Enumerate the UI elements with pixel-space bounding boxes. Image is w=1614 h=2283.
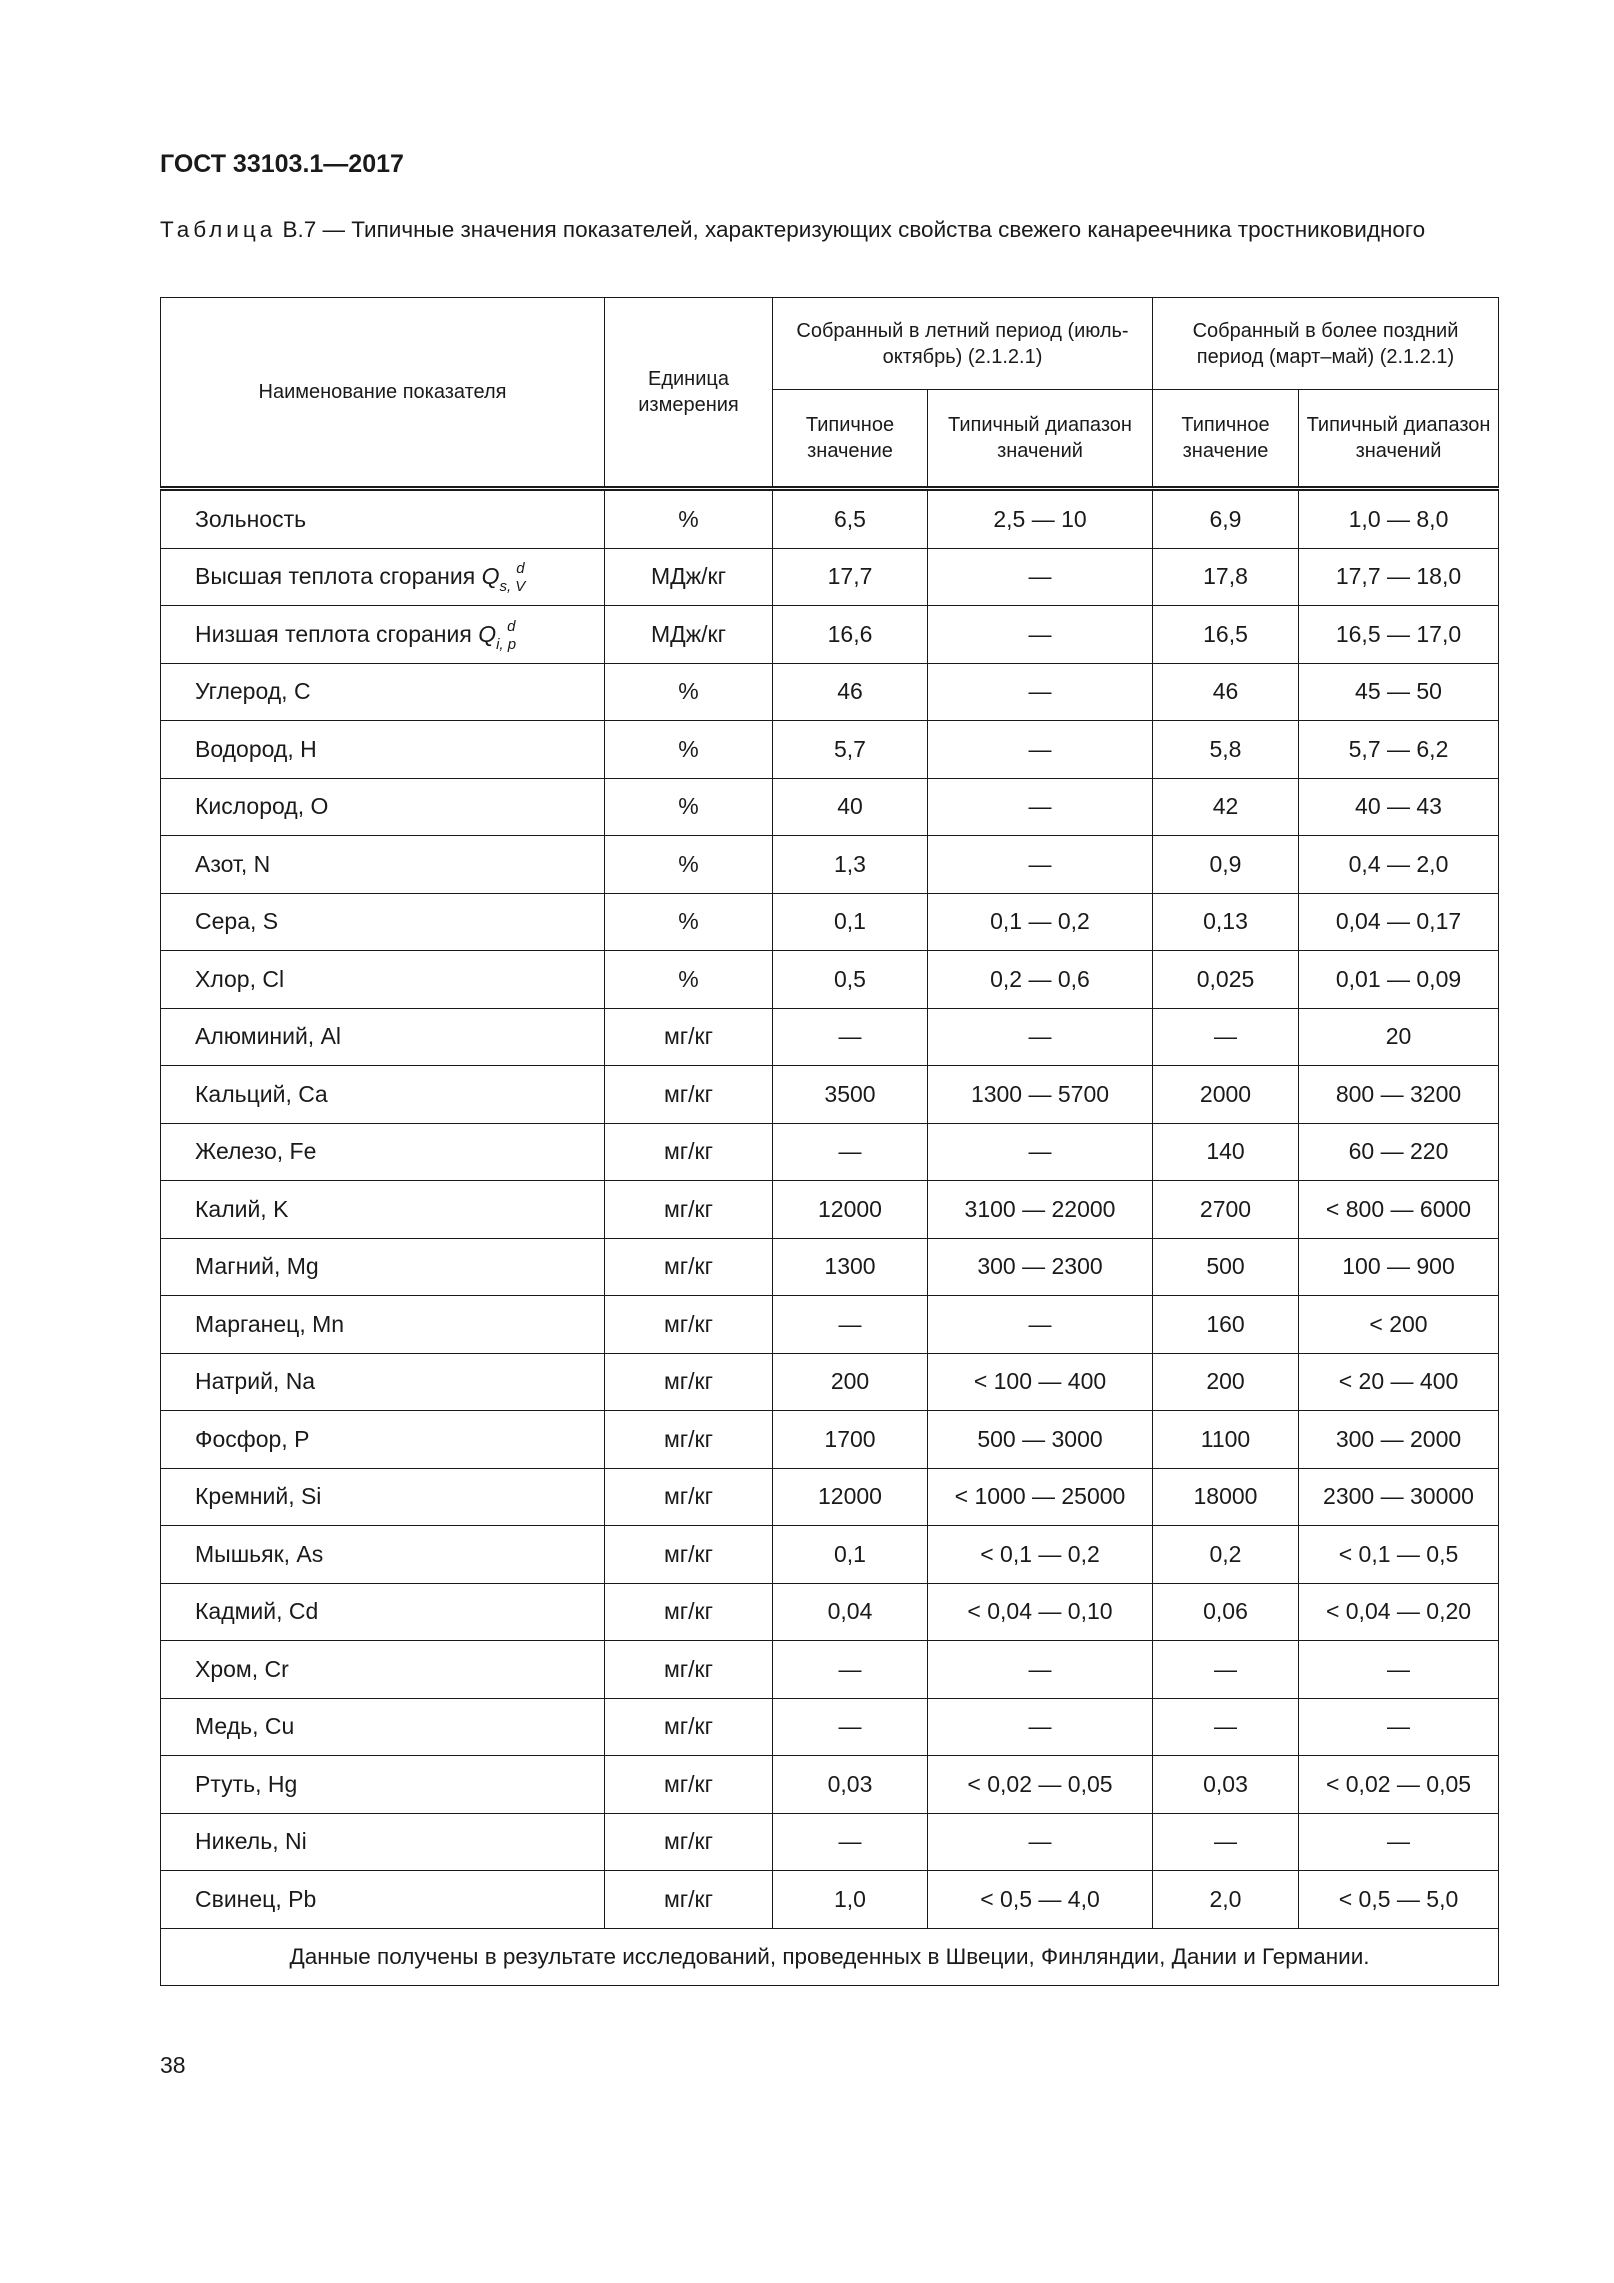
row-unit: МДж/кг (605, 606, 773, 664)
indicator-name-text: Никель, Ni (195, 1828, 307, 1855)
row-unit: мг/кг (605, 1583, 773, 1641)
indicator-name-text: Мышьяк, As (195, 1540, 324, 1567)
row-summer-typical-value: 12000 (773, 1181, 928, 1239)
row-late-typical-range: < 0,04 — 0,20 (1299, 1583, 1499, 1641)
row-late-typical-value: 2000 (1153, 1066, 1299, 1124)
row-late-typical-range: 0,04 — 0,17 (1299, 893, 1499, 951)
row-late-typical-value: 0,2 (1153, 1526, 1299, 1584)
row-summer-typical-value: — (773, 1813, 928, 1871)
row-summer-typical-range: — (928, 1296, 1153, 1354)
row-summer-typical-range: — (928, 1813, 1153, 1871)
indicator-name-text: Кислород, O (195, 793, 329, 820)
row-summer-typical-range: — (928, 1641, 1153, 1699)
indicator-name-text: Низшая теплота сгорания (195, 620, 472, 647)
row-late-typical-value: 1100 (1153, 1411, 1299, 1469)
indicator-name-text: Ртуть, Hg (195, 1770, 298, 1797)
row-summer-typical-value: — (773, 1008, 928, 1066)
header-summer-typical-value: Типичное значение (773, 390, 928, 489)
row-summer-typical-range: 500 — 3000 (928, 1411, 1153, 1469)
row-unit: мг/кг (605, 1066, 773, 1124)
row-indicator-name (161, 1353, 605, 1411)
row-summer-typical-value: 3500 (773, 1066, 928, 1124)
row-late-typical-range: < 200 (1299, 1296, 1499, 1354)
row-unit: мг/кг (605, 1353, 773, 1411)
row-late-typical-value: 17,8 (1153, 548, 1299, 606)
row-summer-typical-value: — (773, 1641, 928, 1699)
row-unit: мг/кг (605, 1756, 773, 1814)
table-row (161, 1123, 1499, 1181)
row-summer-typical-value: — (773, 1296, 928, 1354)
table-row (161, 1641, 1499, 1699)
indicator-name-text: Фосфор, P (195, 1425, 310, 1452)
indicator-name-text: Натрий, Na (195, 1368, 316, 1395)
row-late-typical-range: 100 — 900 (1299, 1238, 1499, 1296)
row-indicator-name (161, 893, 605, 951)
header-summer-period: Собранный в летний период (июль-октябрь) (2.1.2.1) (773, 298, 1153, 390)
row-summer-typical-value: — (773, 1698, 928, 1756)
row-unit: мг/кг (605, 1526, 773, 1584)
row-late-typical-value: — (1153, 1641, 1299, 1699)
row-late-typical-range: 45 — 50 (1299, 663, 1499, 721)
row-indicator-name (161, 663, 605, 721)
table-caption-number: В.7 (282, 217, 317, 242)
row-late-typical-value: 500 (1153, 1238, 1299, 1296)
row-unit: % (605, 893, 773, 951)
indicators-table (160, 297, 1499, 1986)
row-indicator-name (161, 1008, 605, 1066)
row-summer-typical-range: 1300 — 5700 (928, 1066, 1153, 1124)
row-late-typical-value: 0,06 (1153, 1583, 1299, 1641)
row-late-typical-value: 140 (1153, 1123, 1299, 1181)
row-indicator-name (161, 778, 605, 836)
row-indicator-name (161, 1526, 605, 1584)
row-summer-typical-range: — (928, 1698, 1153, 1756)
row-unit: мг/кг (605, 1238, 773, 1296)
row-unit: % (605, 489, 773, 549)
row-late-typical-range: 0,4 — 2,0 (1299, 836, 1499, 894)
table-caption-label: Таблица (160, 217, 277, 242)
row-unit: мг/кг (605, 1698, 773, 1756)
row-indicator-name (161, 1066, 605, 1124)
row-unit: МДж/кг (605, 548, 773, 606)
row-unit: мг/кг (605, 1008, 773, 1066)
table-row (161, 663, 1499, 721)
row-late-typical-range: — (1299, 1813, 1499, 1871)
row-summer-typical-range: — (928, 548, 1153, 606)
heat-symbol-superscript: d (507, 617, 516, 635)
row-summer-typical-range: 3100 — 22000 (928, 1181, 1153, 1239)
row-summer-typical-value: 0,04 (773, 1583, 928, 1641)
table-footnote: Данные получены в результате исследований, проведенных в Швеции, Финляндии, Дании и Германии. (161, 1928, 1499, 1985)
table-body (161, 489, 1499, 1929)
header-late-typical-value: Типичное значение (1153, 390, 1299, 489)
row-summer-typical-value: 1700 (773, 1411, 928, 1469)
row-late-typical-value: 42 (1153, 778, 1299, 836)
row-late-typical-range: — (1299, 1641, 1499, 1699)
row-indicator-name (161, 489, 605, 549)
row-late-typical-range: 40 — 43 (1299, 778, 1499, 836)
indicator-name-text: Кадмий, Cd (195, 1598, 319, 1625)
table-row (161, 1871, 1499, 1929)
row-indicator-name (161, 1296, 605, 1354)
row-unit: мг/кг (605, 1871, 773, 1929)
row-indicator-name (161, 951, 605, 1009)
row-summer-typical-range: 0,2 — 0,6 (928, 951, 1153, 1009)
row-summer-typical-value: 0,03 (773, 1756, 928, 1814)
row-unit: мг/кг (605, 1296, 773, 1354)
row-late-typical-range: 5,7 — 6,2 (1299, 721, 1499, 779)
row-late-typical-range: < 0,02 — 0,05 (1299, 1756, 1499, 1814)
table-caption (160, 213, 1500, 246)
indicator-name-text: Хлор, Cl (195, 965, 285, 992)
row-summer-typical-value: 46 (773, 663, 928, 721)
row-late-typical-value: 18000 (1153, 1468, 1299, 1526)
header-unit: Единица измерения (605, 298, 773, 489)
row-indicator-name (161, 1411, 605, 1469)
table-row (161, 1411, 1499, 1469)
row-indicator-name (161, 1468, 605, 1526)
row-late-typical-value: 0,025 (1153, 951, 1299, 1009)
table-row (161, 1583, 1499, 1641)
table-row (161, 836, 1499, 894)
row-summer-typical-range: — (928, 1123, 1153, 1181)
row-unit: % (605, 951, 773, 1009)
row-late-typical-value: 200 (1153, 1353, 1299, 1411)
heat-symbol-superscript: d (516, 560, 525, 578)
row-late-typical-value: 5,8 (1153, 721, 1299, 779)
row-late-typical-range: < 0,1 — 0,5 (1299, 1526, 1499, 1584)
indicator-name-text: Углерод, C (195, 678, 311, 705)
heat-symbol-subscript: s, V (499, 578, 526, 596)
row-summer-typical-value: 16,6 (773, 606, 928, 664)
indicator-name-text: Медь, Cu (195, 1713, 295, 1740)
row-late-typical-value: 2700 (1153, 1181, 1299, 1239)
row-summer-typical-value: 0,5 (773, 951, 928, 1009)
row-indicator-name (161, 1123, 605, 1181)
row-summer-typical-value: 40 (773, 778, 928, 836)
indicator-name-text: Марганец, Mn (195, 1310, 345, 1337)
row-summer-typical-range: < 100 — 400 (928, 1353, 1153, 1411)
table-row (161, 489, 1499, 549)
indicator-name-text: Железо, Fe (195, 1138, 317, 1165)
row-indicator-name (161, 1698, 605, 1756)
heat-symbol-subscript: i, p (496, 635, 517, 653)
row-indicator-name (161, 1756, 605, 1814)
row-summer-typical-value: 200 (773, 1353, 928, 1411)
table-row (161, 1698, 1499, 1756)
row-summer-typical-value: 1300 (773, 1238, 928, 1296)
row-late-typical-value: 6,9 (1153, 489, 1299, 549)
row-summer-typical-range: — (928, 606, 1153, 664)
row-summer-typical-range: < 0,02 — 0,05 (928, 1756, 1153, 1814)
row-summer-typical-range: — (928, 663, 1153, 721)
row-unit: мг/кг (605, 1641, 773, 1699)
row-indicator-name (161, 606, 605, 664)
row-summer-typical-range: — (928, 1008, 1153, 1066)
indicator-name-text: Высшая теплота сгорания (195, 563, 476, 590)
row-late-typical-range: 0,01 — 0,09 (1299, 951, 1499, 1009)
heat-symbol: Q (478, 620, 497, 647)
row-unit: мг/кг (605, 1181, 773, 1239)
table-row (161, 1468, 1499, 1526)
row-late-typical-range: — (1299, 1698, 1499, 1756)
row-late-typical-range: 300 — 2000 (1299, 1411, 1499, 1469)
row-summer-typical-value: 5,7 (773, 721, 928, 779)
row-late-typical-value: 0,9 (1153, 836, 1299, 894)
indicator-name-text: Магний, Mg (195, 1253, 319, 1280)
row-late-typical-value: — (1153, 1008, 1299, 1066)
row-unit: мг/кг (605, 1468, 773, 1526)
table-row (161, 548, 1499, 606)
row-indicator-name (161, 721, 605, 779)
row-late-typical-range: 2300 — 30000 (1299, 1468, 1499, 1526)
row-summer-typical-value: 0,1 (773, 1526, 928, 1584)
indicator-name-text: Водород, H (195, 735, 317, 762)
row-late-typical-range: 16,5 — 17,0 (1299, 606, 1499, 664)
indicator-name-text: Хром, Cr (195, 1655, 289, 1682)
table-row (161, 1238, 1499, 1296)
row-unit: % (605, 836, 773, 894)
row-summer-typical-value: 1,3 (773, 836, 928, 894)
row-late-typical-range: < 20 — 400 (1299, 1353, 1499, 1411)
row-summer-typical-value: — (773, 1123, 928, 1181)
row-late-typical-value: 0,03 (1153, 1756, 1299, 1814)
indicator-name-text: Кальций, Ca (195, 1080, 328, 1107)
header-summer-typical-range: Типичный диапазон значений (928, 390, 1153, 489)
table-row (161, 893, 1499, 951)
page-number: 38 (160, 2052, 186, 2078)
indicator-name-text: Алюминий, Al (195, 1023, 342, 1050)
row-late-typical-value: 16,5 (1153, 606, 1299, 664)
table-row (161, 1353, 1499, 1411)
row-summer-typical-range: < 1000 — 25000 (928, 1468, 1153, 1526)
row-indicator-name (161, 1813, 605, 1871)
row-indicator-name (161, 1641, 605, 1699)
row-summer-typical-value: 12000 (773, 1468, 928, 1526)
row-late-typical-range: < 0,5 — 5,0 (1299, 1871, 1499, 1929)
row-indicator-name (161, 1181, 605, 1239)
row-unit: мг/кг (605, 1813, 773, 1871)
row-summer-typical-value: 6,5 (773, 489, 928, 549)
row-late-typical-value: 2,0 (1153, 1871, 1299, 1929)
indicator-name-text: Калий, K (195, 1195, 289, 1222)
table-row (161, 1181, 1499, 1239)
row-late-typical-value: 160 (1153, 1296, 1299, 1354)
row-late-typical-range: 17,7 — 18,0 (1299, 548, 1499, 606)
heat-symbol: Q (481, 563, 500, 590)
row-late-typical-value: — (1153, 1698, 1299, 1756)
table-row (161, 606, 1499, 664)
row-summer-typical-range: < 0,1 — 0,2 (928, 1526, 1153, 1584)
indicator-name-text: Кремний, Si (195, 1483, 322, 1510)
row-indicator-name (161, 548, 605, 606)
row-late-typical-range: 60 — 220 (1299, 1123, 1499, 1181)
row-indicator-name (161, 1583, 605, 1641)
table-row (161, 1813, 1499, 1871)
row-unit: мг/кг (605, 1411, 773, 1469)
row-summer-typical-value: 17,7 (773, 548, 928, 606)
indicator-name-text: Азот, N (195, 850, 271, 877)
row-summer-typical-range: < 0,5 — 4,0 (928, 1871, 1153, 1929)
row-summer-typical-range: 2,5 — 10 (928, 489, 1153, 549)
row-unit: % (605, 721, 773, 779)
row-unit: % (605, 778, 773, 836)
row-summer-typical-range: < 0,04 — 0,10 (928, 1583, 1153, 1641)
table-row (161, 778, 1499, 836)
table-row (161, 1296, 1499, 1354)
header-late-typical-range: Типичный диапазон значений (1299, 390, 1499, 489)
table-row (161, 721, 1499, 779)
row-late-typical-range: 800 — 3200 (1299, 1066, 1499, 1124)
row-unit: % (605, 663, 773, 721)
header-late-period: Собранный в более поздний период (март–май) (2.1.2.1) (1153, 298, 1499, 390)
row-late-typical-range: 1,0 — 8,0 (1299, 489, 1499, 549)
header-name: Наименование показателя (161, 298, 605, 489)
row-indicator-name (161, 836, 605, 894)
indicator-name-text: Сера, S (195, 908, 279, 935)
row-summer-typical-value: 1,0 (773, 1871, 928, 1929)
row-late-typical-value: 0,13 (1153, 893, 1299, 951)
row-late-typical-value: 46 (1153, 663, 1299, 721)
table-row (161, 951, 1499, 1009)
row-summer-typical-value: 0,1 (773, 893, 928, 951)
table-row (161, 1756, 1499, 1814)
table-caption-text: — Типичные значения показателей, характеризующих свойства свежего канареечника тростниковидного (322, 217, 1426, 242)
row-summer-typical-range: — (928, 721, 1153, 779)
indicator-name-text: Зольность (195, 505, 307, 532)
row-indicator-name (161, 1871, 605, 1929)
row-late-typical-value: — (1153, 1813, 1299, 1871)
table-row (161, 1526, 1499, 1584)
row-indicator-name (161, 1238, 605, 1296)
row-summer-typical-range: 300 — 2300 (928, 1238, 1153, 1296)
table-row (161, 1008, 1499, 1066)
indicator-name-text: Свинец, Pb (195, 1885, 317, 1912)
row-unit: мг/кг (605, 1123, 773, 1181)
row-summer-typical-range: — (928, 836, 1153, 894)
document-header: ГОСТ 33103.1—2017 (160, 150, 404, 178)
row-summer-typical-range: — (928, 778, 1153, 836)
row-late-typical-range: < 800 — 6000 (1299, 1181, 1499, 1239)
row-summer-typical-range: 0,1 — 0,2 (928, 893, 1153, 951)
row-late-typical-range: 20 (1299, 1008, 1499, 1066)
table-row (161, 1066, 1499, 1124)
